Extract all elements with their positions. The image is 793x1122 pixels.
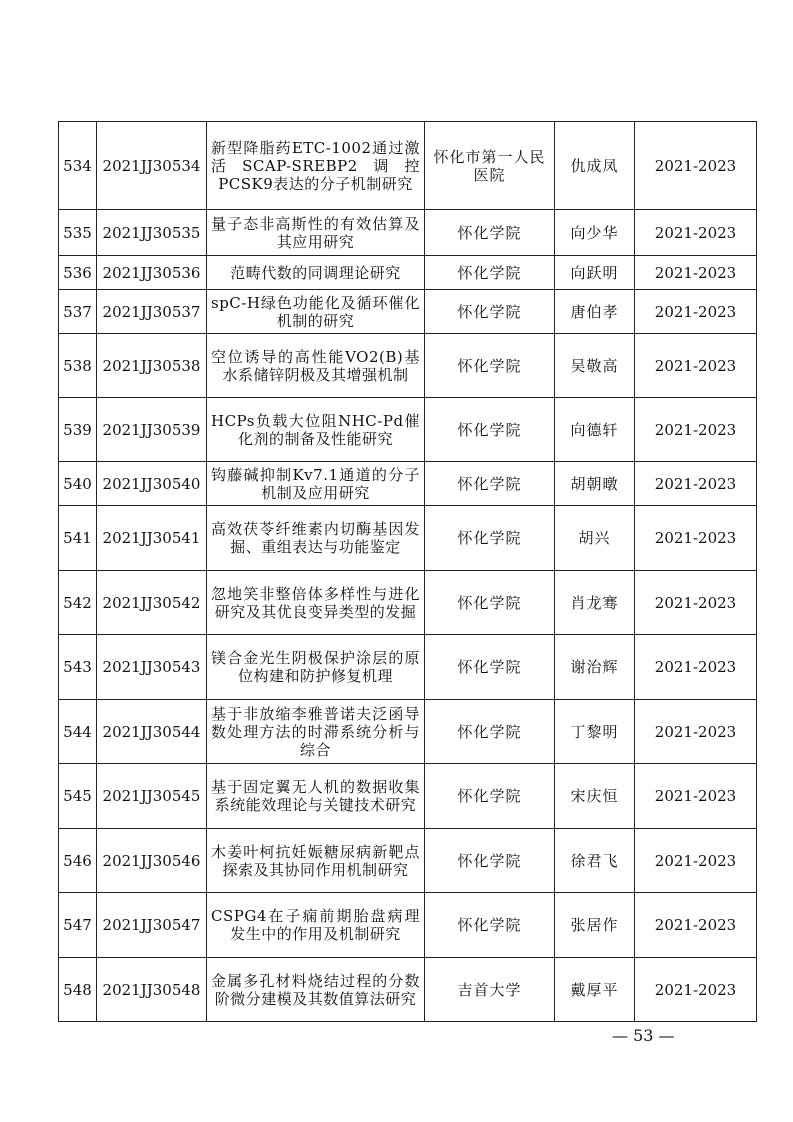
institution: 怀化学院 — [425, 334, 555, 398]
table-row — [59, 700, 757, 764]
principal-investigator: 宋庆恒 — [555, 764, 635, 829]
project-period: 2021-2023 — [635, 958, 757, 1022]
project-code: 2021JJ30539 — [97, 398, 207, 462]
project-period: 2021-2023 — [635, 700, 757, 764]
row-number: 542 — [59, 571, 97, 635]
principal-investigator: 仇成凤 — [555, 122, 635, 210]
project-code: 2021JJ30546 — [97, 829, 207, 893]
principal-investigator: 向德轩 — [555, 398, 635, 462]
institution: 怀化学院 — [425, 571, 555, 635]
page-number: — 53 — — [612, 1026, 675, 1045]
principal-investigator: 胡朝暾 — [555, 462, 635, 506]
row-number: 534 — [59, 122, 97, 210]
table-row — [59, 829, 757, 893]
project-title: 新型降脂药ETC-1002通过激活SCAP-SREBP2调控PCSK9表达的分子机制研究 — [207, 122, 425, 210]
project-title: 量子态非高斯性的有效估算及其应用研究 — [207, 210, 425, 256]
row-number: 536 — [59, 256, 97, 290]
table-row — [59, 635, 757, 700]
project-title: 镁合金光生阴极保护涂层的原位构建和防护修复机理 — [207, 635, 425, 700]
row-number: 546 — [59, 829, 97, 893]
project-title: 忽地笑非整倍体多样性与进化研究及其优良变异类型的发掘 — [207, 571, 425, 635]
row-number: 540 — [59, 462, 97, 506]
table-row — [59, 571, 757, 635]
project-code: 2021JJ30540 — [97, 462, 207, 506]
table-row — [59, 462, 757, 506]
project-code: 2021JJ30545 — [97, 764, 207, 829]
row-number: 544 — [59, 700, 97, 764]
row-number: 538 — [59, 334, 97, 398]
project-period: 2021-2023 — [635, 290, 757, 334]
principal-investigator: 胡兴 — [555, 506, 635, 571]
project-period: 2021-2023 — [635, 764, 757, 829]
institution: 怀化学院 — [425, 635, 555, 700]
table-row — [59, 290, 757, 334]
row-number: 545 — [59, 764, 97, 829]
row-number: 537 — [59, 290, 97, 334]
institution: 怀化学院 — [425, 256, 555, 290]
project-title: 钩藤碱抑制Kv7.1通道的分子机制及应用研究 — [207, 462, 425, 506]
project-period: 2021-2023 — [635, 506, 757, 571]
project-period: 2021-2023 — [635, 256, 757, 290]
table-row — [59, 256, 757, 290]
institution: 怀化学院 — [425, 893, 555, 958]
project-code: 2021JJ30534 — [97, 122, 207, 210]
table-row — [59, 506, 757, 571]
project-title: 范畴代数的同调理论研究 — [207, 256, 425, 290]
project-code: 2021JJ30541 — [97, 506, 207, 571]
principal-investigator: 张居作 — [555, 893, 635, 958]
project-title: 高效茯苓纤维素内切酶基因发掘、重组表达与功能鉴定 — [207, 506, 425, 571]
row-number: 548 — [59, 958, 97, 1022]
table-row — [59, 122, 757, 210]
project-code: 2021JJ30543 — [97, 635, 207, 700]
row-number: 541 — [59, 506, 97, 571]
institution: 吉首大学 — [425, 958, 555, 1022]
project-title: 木姜叶柯抗妊娠糖尿病新靶点探索及其协同作用机制研究 — [207, 829, 425, 893]
project-table — [58, 121, 757, 1022]
project-title: HCPs负载大位阻NHC-Pd催化剂的制备及性能研究 — [207, 398, 425, 462]
project-code: 2021JJ30537 — [97, 290, 207, 334]
project-code: 2021JJ30535 — [97, 210, 207, 256]
row-number: 543 — [59, 635, 97, 700]
project-code: 2021JJ30542 — [97, 571, 207, 635]
project-period: 2021-2023 — [635, 462, 757, 506]
row-number: 539 — [59, 398, 97, 462]
project-code: 2021JJ30538 — [97, 334, 207, 398]
table-body — [59, 122, 757, 1022]
principal-investigator: 谢治辉 — [555, 635, 635, 700]
principal-investigator: 向少华 — [555, 210, 635, 256]
institution: 怀化学院 — [425, 829, 555, 893]
row-number: 547 — [59, 893, 97, 958]
project-title: 金属多孔材料烧结过程的分数阶微分建模及其数值算法研究 — [207, 958, 425, 1022]
institution: 怀化学院 — [425, 764, 555, 829]
principal-investigator: 徐君飞 — [555, 829, 635, 893]
project-period: 2021-2023 — [635, 398, 757, 462]
principal-investigator: 吴敬高 — [555, 334, 635, 398]
institution: 怀化学院 — [425, 290, 555, 334]
institution: 怀化市第一人民医院 — [425, 122, 555, 210]
table-row — [59, 210, 757, 256]
table-row — [59, 958, 757, 1022]
project-period: 2021-2023 — [635, 635, 757, 700]
principal-investigator: 戴厚平 — [555, 958, 635, 1022]
table-row — [59, 398, 757, 462]
institution: 怀化学院 — [425, 700, 555, 764]
project-period: 2021-2023 — [635, 210, 757, 256]
principal-investigator: 肖龙骞 — [555, 571, 635, 635]
project-title: CSPG4在子痫前期胎盘病理发生中的作用及机制研究 — [207, 893, 425, 958]
table-row — [59, 334, 757, 398]
institution: 怀化学院 — [425, 398, 555, 462]
institution: 怀化学院 — [425, 210, 555, 256]
project-code: 2021JJ30544 — [97, 700, 207, 764]
project-title: 基于非放缩李雅普诺夫泛函导数处理方法的时滞系统分析与综合 — [207, 700, 425, 764]
project-period: 2021-2023 — [635, 122, 757, 210]
table-row — [59, 893, 757, 958]
project-period: 2021-2023 — [635, 334, 757, 398]
project-period: 2021-2023 — [635, 829, 757, 893]
project-title: spC-H绿色功能化及循环催化机制的研究 — [207, 290, 425, 334]
project-code: 2021JJ30547 — [97, 893, 207, 958]
project-title: 基于固定翼无人机的数据收集系统能效理论与关键技术研究 — [207, 764, 425, 829]
project-title: 空位诱导的高性能VO2(B)基水系储锌阴极及其增强机制 — [207, 334, 425, 398]
institution: 怀化学院 — [425, 462, 555, 506]
principal-investigator: 唐伯孝 — [555, 290, 635, 334]
project-period: 2021-2023 — [635, 893, 757, 958]
project-code: 2021JJ30548 — [97, 958, 207, 1022]
row-number: 535 — [59, 210, 97, 256]
principal-investigator: 丁黎明 — [555, 700, 635, 764]
institution: 怀化学院 — [425, 506, 555, 571]
principal-investigator: 向跃明 — [555, 256, 635, 290]
table-row — [59, 764, 757, 829]
project-code: 2021JJ30536 — [97, 256, 207, 290]
project-period: 2021-2023 — [635, 571, 757, 635]
